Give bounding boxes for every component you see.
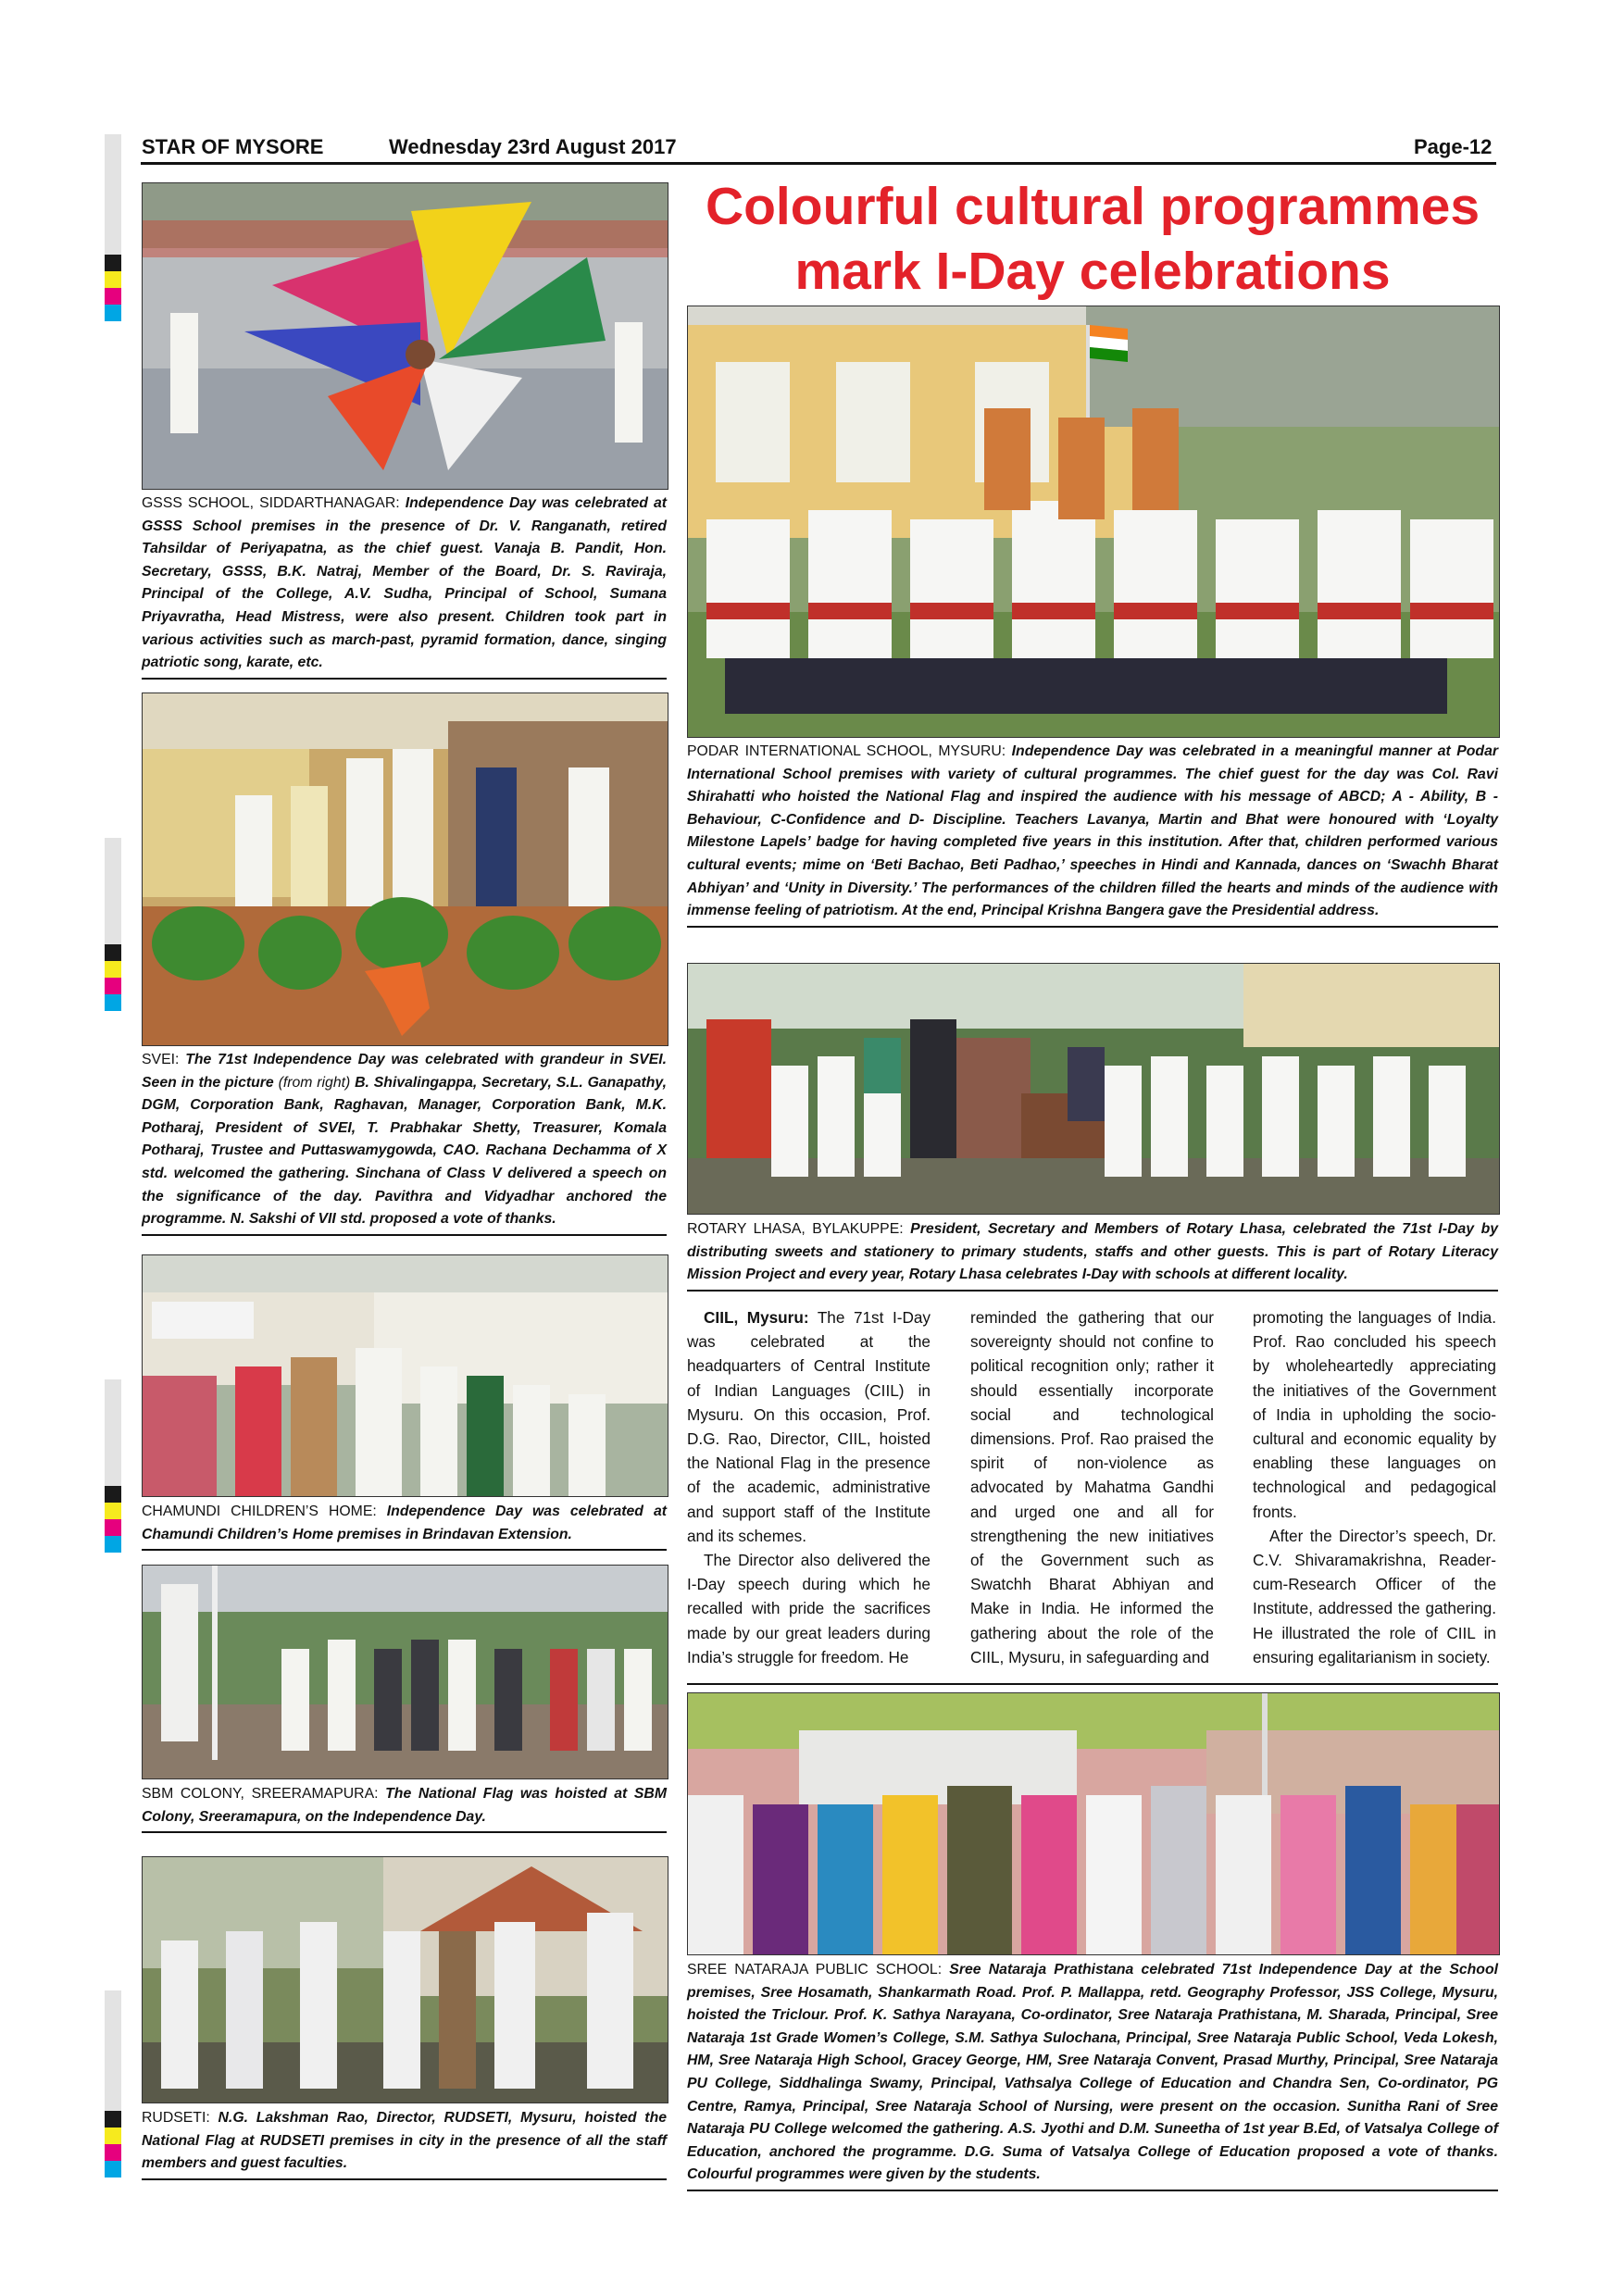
- color-registration-mark: [105, 2111, 121, 2177]
- registration-strip: [105, 1379, 121, 1486]
- caption-body: Independence Day was celebrated at GSSS School premises in the presence of Dr. V. Ranganath, retired Tahsildar of Periyapatna, as the chief guest. Vanaja B. Pandit, Hon. Secretary, GSSS, B.K. Natraj, Member of the Board, Dr. S. Raviraja, Principal of the College, A.V. Sudha, Principal of School, Sumana Priyavratha, Head Mistress, were also present. Children took part in various activities such as march-past, pyramid formation, dance, singing patriotic song, karate, etc.: [142, 495, 667, 671]
- article-paragraph-1: [687, 1305, 931, 1548]
- caption-body: The 71st Independence Day was celebrated with grandeur in SVEI. Seen in the picture: [142, 1052, 668, 1091]
- caption-aside: (from right): [278, 1074, 351, 1091]
- caption-body: Sree Nataraja Prathistana celebrated 71st Independence Day at the School premises, Sree Hosamath, Shankarmath Road. Prof. P. Mallappa, retd. Geography Professor, JSS College, Mysuru, hoisted the Triclour. Prof. K. Sathya Narayana, Co-ordinator, Sree Nataraja Prathistana, M. Sharada, Principal, Sree Nataraja 1st Grade Women’s College, S.M. Sathya Sulochana, Principal, Sree Nataraja Public School, Veda Lokesh, HM, Sree Nataraja High School, Gracey George, HM, Sree Nataraja Convent, Prasad Murthy, Principal, Sree Nataraja PU College, Siddhalinga Swamy, Principal, Vathsalya College of Education and Chandra Sen, Co-ordinator, PG Centre, Ramya, Principal, Sree Nataraja School of Nursing, were present on the occasion. Sunitha Rani of Sree Nataraja PU College welcomed the gathering. A.S. Jyothi and D.M. Suneetha of 1st year B.Ed, of Vatsalya College of Education, anchored the programme. D.G. Suma of Vatsalya College of Education proposed a vote of thanks. Colourful programmes were given by the students.: [687, 1962, 1498, 2183]
- color-registration-mark: [105, 255, 121, 321]
- photo-svei-guests: [142, 693, 668, 1046]
- registration-strip: [105, 1990, 121, 2111]
- caption-lead: GSSS SCHOOL, SIDDARTHANAGAR:: [142, 495, 400, 511]
- caption-lead: CHAMUNDI CHILDREN’S HOME:: [142, 1504, 377, 1519]
- article-rule: [687, 1683, 1498, 1685]
- photo-chamundi-home: [142, 1254, 668, 1497]
- caption-body: N.G. Lakshman Rao, Director, RUDSETI, Mysuru, hoisted the National Flag at RUDSETI premises in city in the presence of all the staff members and guest faculties.: [142, 2110, 668, 2172]
- caption-nataraja: [687, 1959, 1498, 2191]
- photo-gsss-dance: [142, 182, 668, 490]
- color-registration-mark: [105, 1486, 121, 1553]
- issue-date: Wednesday 23rd August 2017: [389, 135, 677, 158]
- page-number: Page-12: [1414, 135, 1493, 158]
- color-registration-mark: [105, 944, 121, 1011]
- caption-rudseti: [142, 2107, 667, 2180]
- caption-body: B. Shivalingappa, Secretary, S.L. Ganapathy, DGM, Corporation Bank, Raghavan, Manager, Corporation Bank, M.K. Potharaj, President of SVEI, T. Prabhakar Shetty, Treasurer, Komala Potharaj, Trustee and Puttaswamygowda, CAO. Rachana Dechamma of X std. welcomed the gathering. Sinchana of Class V delivered a speech on the significance of the day. Pavithra and Vidyadhar anchored the programme. N. Sakshi of VII std. proposed a vote of thanks.: [142, 1074, 668, 1228]
- photo-sree-nataraja: [687, 1692, 1500, 1955]
- article-column-4: [1253, 1524, 1496, 1669]
- photo-rotary-lhasa: [687, 963, 1500, 1215]
- article-column-1: [687, 1305, 931, 1548]
- photo-podar-dance: [687, 306, 1500, 738]
- caption-svei: [142, 1049, 667, 1236]
- caption-lead: SVEI:: [142, 1052, 180, 1067]
- photo-sbm-colony: [142, 1565, 668, 1779]
- header-rule: [141, 162, 1496, 165]
- article-paragraph-3: After the Director’s speech, Dr. C.V. Shivaramakrishna, Reader-cum-Research Officer of the Institute, addressed the gathering. He illustrated the role of CIIL in ensuring egalitarianism in society.: [1253, 1526, 1496, 1666]
- caption-podar: [687, 741, 1498, 928]
- caption-lead: ROTARY LHASA, BYLAKUPPE:: [687, 1221, 904, 1237]
- caption-rotary: [687, 1218, 1498, 1292]
- caption-body: President, Secretary and Members of Rotary Lhasa, celebrated the 71st I-Day by distributing sweets and stationery to primary students, staffs and other guests. This is part of Rotary Literacy Mission Project and every year, Rotary Lhasa celebrates I-Day with schools at different locality.: [687, 1221, 1498, 1283]
- caption-body: Independence Day was celebrated in a meaningful manner at Podar International School premises with variety of cultural programmes. The chief guest for the day was Col. Ravi Shirahatti who hoisted the National Flag and inspired the audience with his message of ABCD; A - Ability, B - Behaviour, C-Confidence and D- Discipline. Teachers Lavanya, Martin and Bhat were honoured with ‘Loyalty Milestone Lapels’ badge for having completed five years in this institution. After that, children performed various cultural events; mime on ‘Beti Bachao, Beti Padhao,’ speeches in Hindi and Kannada, dances on ‘Swachh Bharat Abhiyan’ and ‘Unity in Diversity.’ The performances of the children filled the hearts and minds of the audience with immense feeling of patriotism. At the end, Principal Krishna Bangera gave the Presidential address.: [687, 743, 1498, 919]
- photo-rudseti: [142, 1856, 668, 2103]
- masthead: STAR OF MYSORE: [142, 135, 324, 158]
- headline-line-2: mark I-Day celebrations: [794, 242, 1391, 301]
- headline: [687, 174, 1498, 304]
- caption-chamundi: [142, 1501, 667, 1551]
- caption-lead: RUDSETI:: [142, 2110, 210, 2126]
- article-kicker: CIIL, Mysuru:: [704, 1308, 809, 1327]
- caption-lead: SBM COLONY, SREERAMAPURA:: [142, 1786, 379, 1802]
- caption-body: Independence Day was celebrated at Chamundi Children’s Home premises in Brindavan Extension.: [142, 1504, 667, 1542]
- caption-lead: PODAR INTERNATIONAL SCHOOL, MYSURU:: [687, 743, 1006, 759]
- caption-lead: SREE NATARAJA PUBLIC SCHOOL:: [687, 1962, 943, 1978]
- registration-strip: [105, 838, 121, 944]
- caption-gsss: [142, 493, 667, 680]
- article-column-3: promoting the languages of India. Prof. Rao concluded his speech by wholeheartedly appreciating the initiatives of the Government of India in upholding the socio-cultural and economic equality by enabling these languages on technological and pedagogical fronts.: [1253, 1308, 1496, 1521]
- article-paragraph-text: The 71st I-Day was celebrated at the headquarters of Central Institute of Indian Languages (CIIL) in Mysuru. On this occasion, Prof. D.G. Rao, Director, CIIL, hoisted the National Flag in the presence of the academic, administrative and support staff of the Institute and its schemes.: [687, 1308, 931, 1545]
- caption-body: The National Flag was hoisted at SBM Colony, Sreeramapura, on the Independence Day.: [142, 1786, 667, 1825]
- article-column-1-continued: The Director also delivered the I-Day speech during which he recalled with pride the sacrifices made by our great leaders during India’s struggle for freedom. He: [687, 1551, 931, 1666]
- registration-strip: [105, 134, 121, 255]
- caption-sbm: [142, 1783, 667, 1833]
- article-column-2: reminded the gathering that our sovereignty should not confine to political recognition only; rather it should essentially incorporate social and technological dimensions. Prof. Rao praised the spirit of non-violence as advocated by Mahatma Gandhi and urged one and all for strengthening the new initiatives of the Government such as Swatchh Bharat Abhiyan and Make in India. He informed the gathering about the role of the CIIL, Mysuru, in safeguarding and: [970, 1308, 1214, 1666]
- headline-line-1: Colourful cultural programmes: [705, 177, 1480, 236]
